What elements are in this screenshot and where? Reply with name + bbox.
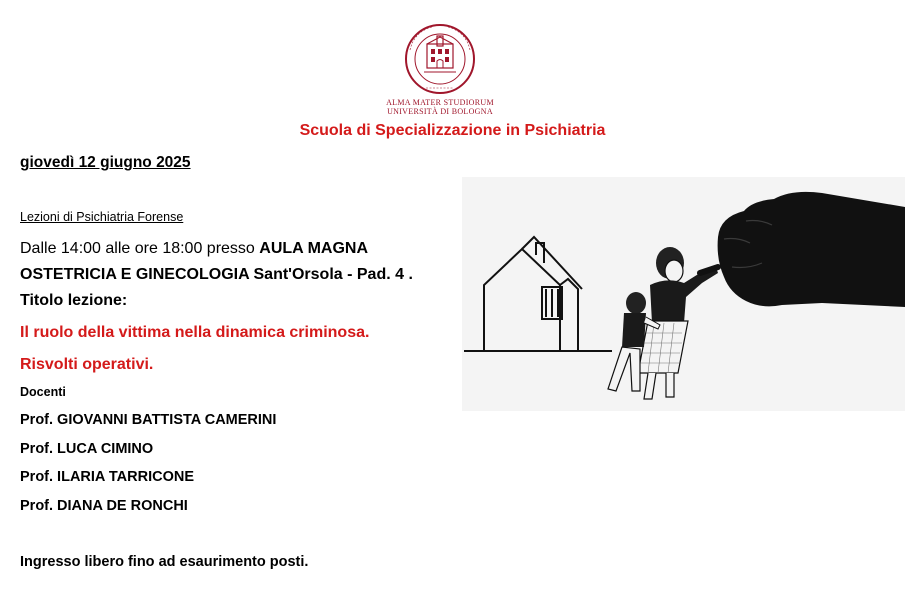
- lesson-title-line1: Il ruolo della vittima nella dinamica criminosa.: [20, 324, 370, 341]
- event-time: Dalle 14:00 alle ore 18:00 presso: [20, 240, 255, 257]
- lecture-series: Lezioni di Psichiatria Forense: [20, 210, 184, 224]
- university-seal-icon: [380, 22, 500, 98]
- teacher-name: Prof. DIANA DE RONCHI: [20, 498, 188, 514]
- school-title: Scuola di Specializzazione in Psichiatria: [299, 122, 606, 139]
- event-venue: AULA MAGNA OSTETRICIA E GINECOLOGIA Sant'Orsola - Pad. 4 .: [20, 240, 413, 283]
- lesson-title-line2: Risvolti operativi.: [20, 356, 154, 373]
- logo-text-line1: ALMA MATER STUDIORUM: [386, 98, 494, 107]
- house-icon: [464, 237, 612, 351]
- event-location: [20, 236, 450, 288]
- university-logo: [380, 22, 500, 118]
- entry-note: Ingresso libero fino ad esaurimento posti.: [20, 554, 309, 570]
- logo-text-line2: UNIVERSITÀ DI BOLOGNA: [387, 107, 493, 116]
- lesson-title-label: Titolo lezione:: [20, 292, 128, 309]
- teachers-label: Docenti: [20, 385, 66, 399]
- fist-icon: [700, 192, 905, 307]
- illustration-drawing: [462, 177, 905, 411]
- teacher-name: Prof. ILARIA TARRICONE: [20, 469, 194, 485]
- event-date: giovedì 12 giugno 2025: [20, 154, 191, 171]
- teacher-name: Prof. GIOVANNI BATTISTA CAMERINI: [20, 412, 277, 428]
- teacher-name: Prof. LUCA CIMINO: [20, 441, 154, 457]
- domestic-violence-illustration: [462, 177, 905, 411]
